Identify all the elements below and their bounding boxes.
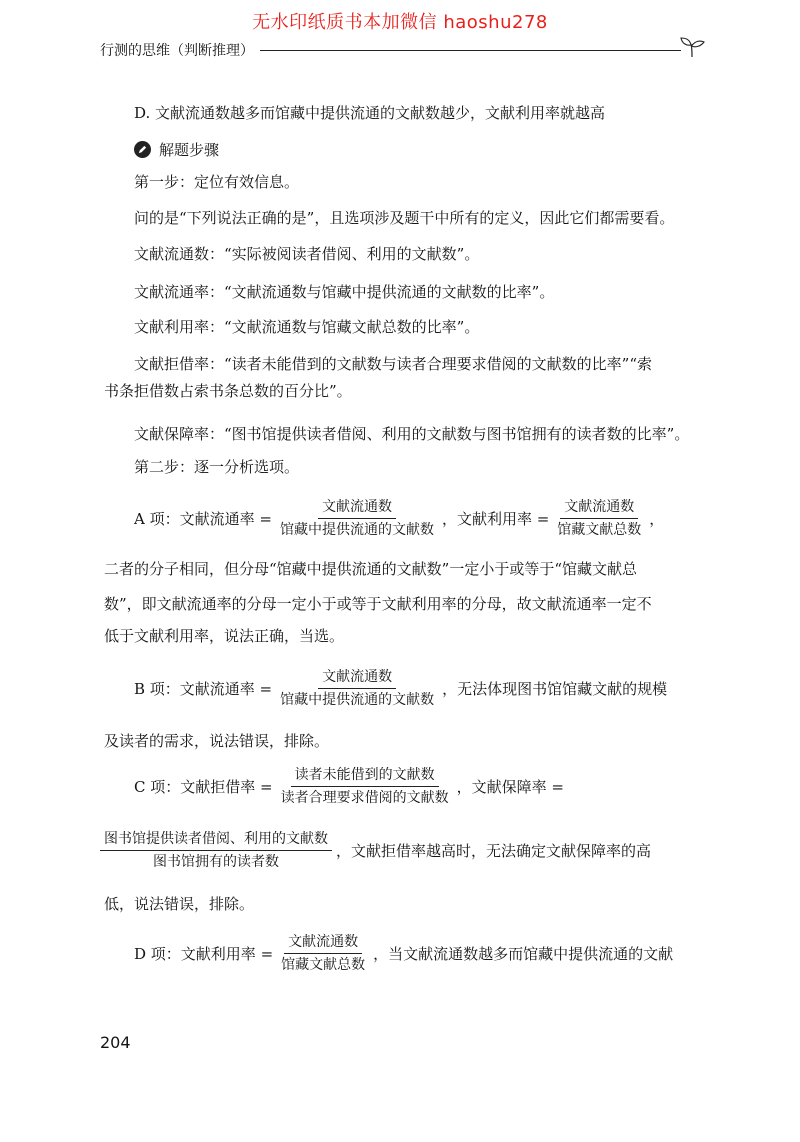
fraction-numerator: 读者未能借到的文献数: [291, 766, 439, 787]
option-c-analysis: 低，说法错误，排除。: [104, 895, 255, 913]
step-1: 第一步：定位有效信息。: [134, 173, 300, 191]
option-b-fraction: [276, 668, 438, 709]
section-heading-label: 解题步骤: [159, 141, 220, 159]
option-a-equation: [134, 498, 664, 539]
fraction-denominator: 馆藏中提供流通的文献数: [280, 692, 435, 708]
definition-refusal-rate-line-1: 文献拒借率：“读者未能借到的文献数与读者合理要求借阅的文献数的比率”“索: [134, 355, 653, 373]
definition-circulation-count: 文献流通数：“实际被阅读者借阅、利用的文献数”。: [134, 245, 480, 263]
fraction-numerator: 文献流通数: [284, 933, 362, 954]
option-b-analysis: 及读者的需求，说法错误，排除。: [104, 732, 330, 750]
option-d-tail: ，当文献流通数越多而馆藏中提供流通的文献: [373, 945, 674, 963]
question-paragraph: 问的是“下列说法正确的是”，且选项涉及题干中所有的定义，因此它们都需要看。: [134, 209, 675, 227]
option-d-equation: [134, 933, 673, 974]
option-a-analysis-line-1: 二者的分子相同，但分母“馆藏中提供流通的文献数”一定小于或等于“馆藏文献总: [104, 560, 638, 578]
option-a-lead: A 项：文献流通率 =: [134, 510, 272, 528]
option-c-equation: [134, 766, 564, 807]
fraction-denominator: 图书馆拥有的读者数: [153, 854, 279, 870]
section-heading: [134, 139, 219, 160]
option-a-mid: ，文献利用率 =: [441, 510, 550, 528]
definition-guarantee-rate: 文献保障率：“图书馆提供读者借阅、利用的文献数与图书馆拥有的读者数的比率”。: [134, 425, 690, 443]
option-a-analysis-line-2: 数”，即文献流通率的分母一定小于或等于文献利用率的分母，故文献流通率一定不: [104, 595, 652, 613]
watermark-text: 无水印纸质书本加微信 haoshu278: [252, 12, 548, 33]
fraction-numerator: 图书馆提供读者借阅、利用的文献数: [100, 830, 332, 851]
option-a-analysis-line-3: 低于文献利用率，说法正确，当选。: [104, 627, 345, 645]
option-a-fraction-1: [276, 498, 438, 539]
fraction-denominator: 馆藏中提供流通的文献数: [279, 522, 434, 538]
option-b-tail: ，无法体现图书馆馆藏文献的规模: [442, 680, 668, 698]
fraction-denominator: 馆藏文献总数: [557, 522, 642, 538]
option-b-lead: B 项：文献流通率 =: [134, 680, 273, 698]
definition-circulation-rate: 文献流通率：“文献流通数与馆藏中提供流通的文献数的比率”。: [134, 283, 555, 301]
fraction-numerator: 文献流通数: [318, 668, 396, 689]
option-d-statement: D. 文献流通数越多而馆藏中提供流通的文献数越少，文献利用率就越高: [134, 104, 606, 122]
fraction-denominator: 馆藏文献总数: [281, 957, 366, 973]
fraction-numerator: 文献流通数: [318, 498, 396, 519]
option-c-fraction-2: [100, 830, 332, 871]
option-d-lead: D 项：文献利用率 =: [134, 945, 274, 963]
option-a-fraction-2: [553, 498, 645, 539]
page-number: 204: [100, 1033, 131, 1052]
option-c-mid: ，文献保障率 =: [456, 778, 564, 796]
sprout-icon: [679, 36, 705, 58]
fraction-denominator: 读者合理要求借阅的文献数: [280, 790, 449, 806]
option-c-tail: ，文献拒借率越高时，无法确定文献保障率的高: [336, 842, 652, 860]
definition-utilization-rate: 文献利用率：“文献流通数与馆藏文献总数的比率”。: [134, 318, 480, 336]
option-c-equation-continued: [100, 830, 651, 871]
option-c-lead: C 项：文献拒借率 =: [134, 778, 273, 796]
definition-refusal-rate-line-2: 书条拒借数占索书条总数的百分比”。: [104, 382, 352, 400]
running-header: [100, 38, 705, 62]
option-b-equation: [134, 668, 667, 709]
pencil-icon: [134, 141, 151, 158]
step-2: 第二步：逐一分析选项。: [134, 458, 300, 476]
option-c-fraction-1: [277, 766, 453, 807]
option-d-fraction: [277, 933, 369, 974]
header-title: 行测的思维（判断推理）: [100, 40, 260, 60]
fraction-numerator: 文献流通数: [560, 498, 638, 519]
option-a-tail: ，: [649, 510, 665, 528]
